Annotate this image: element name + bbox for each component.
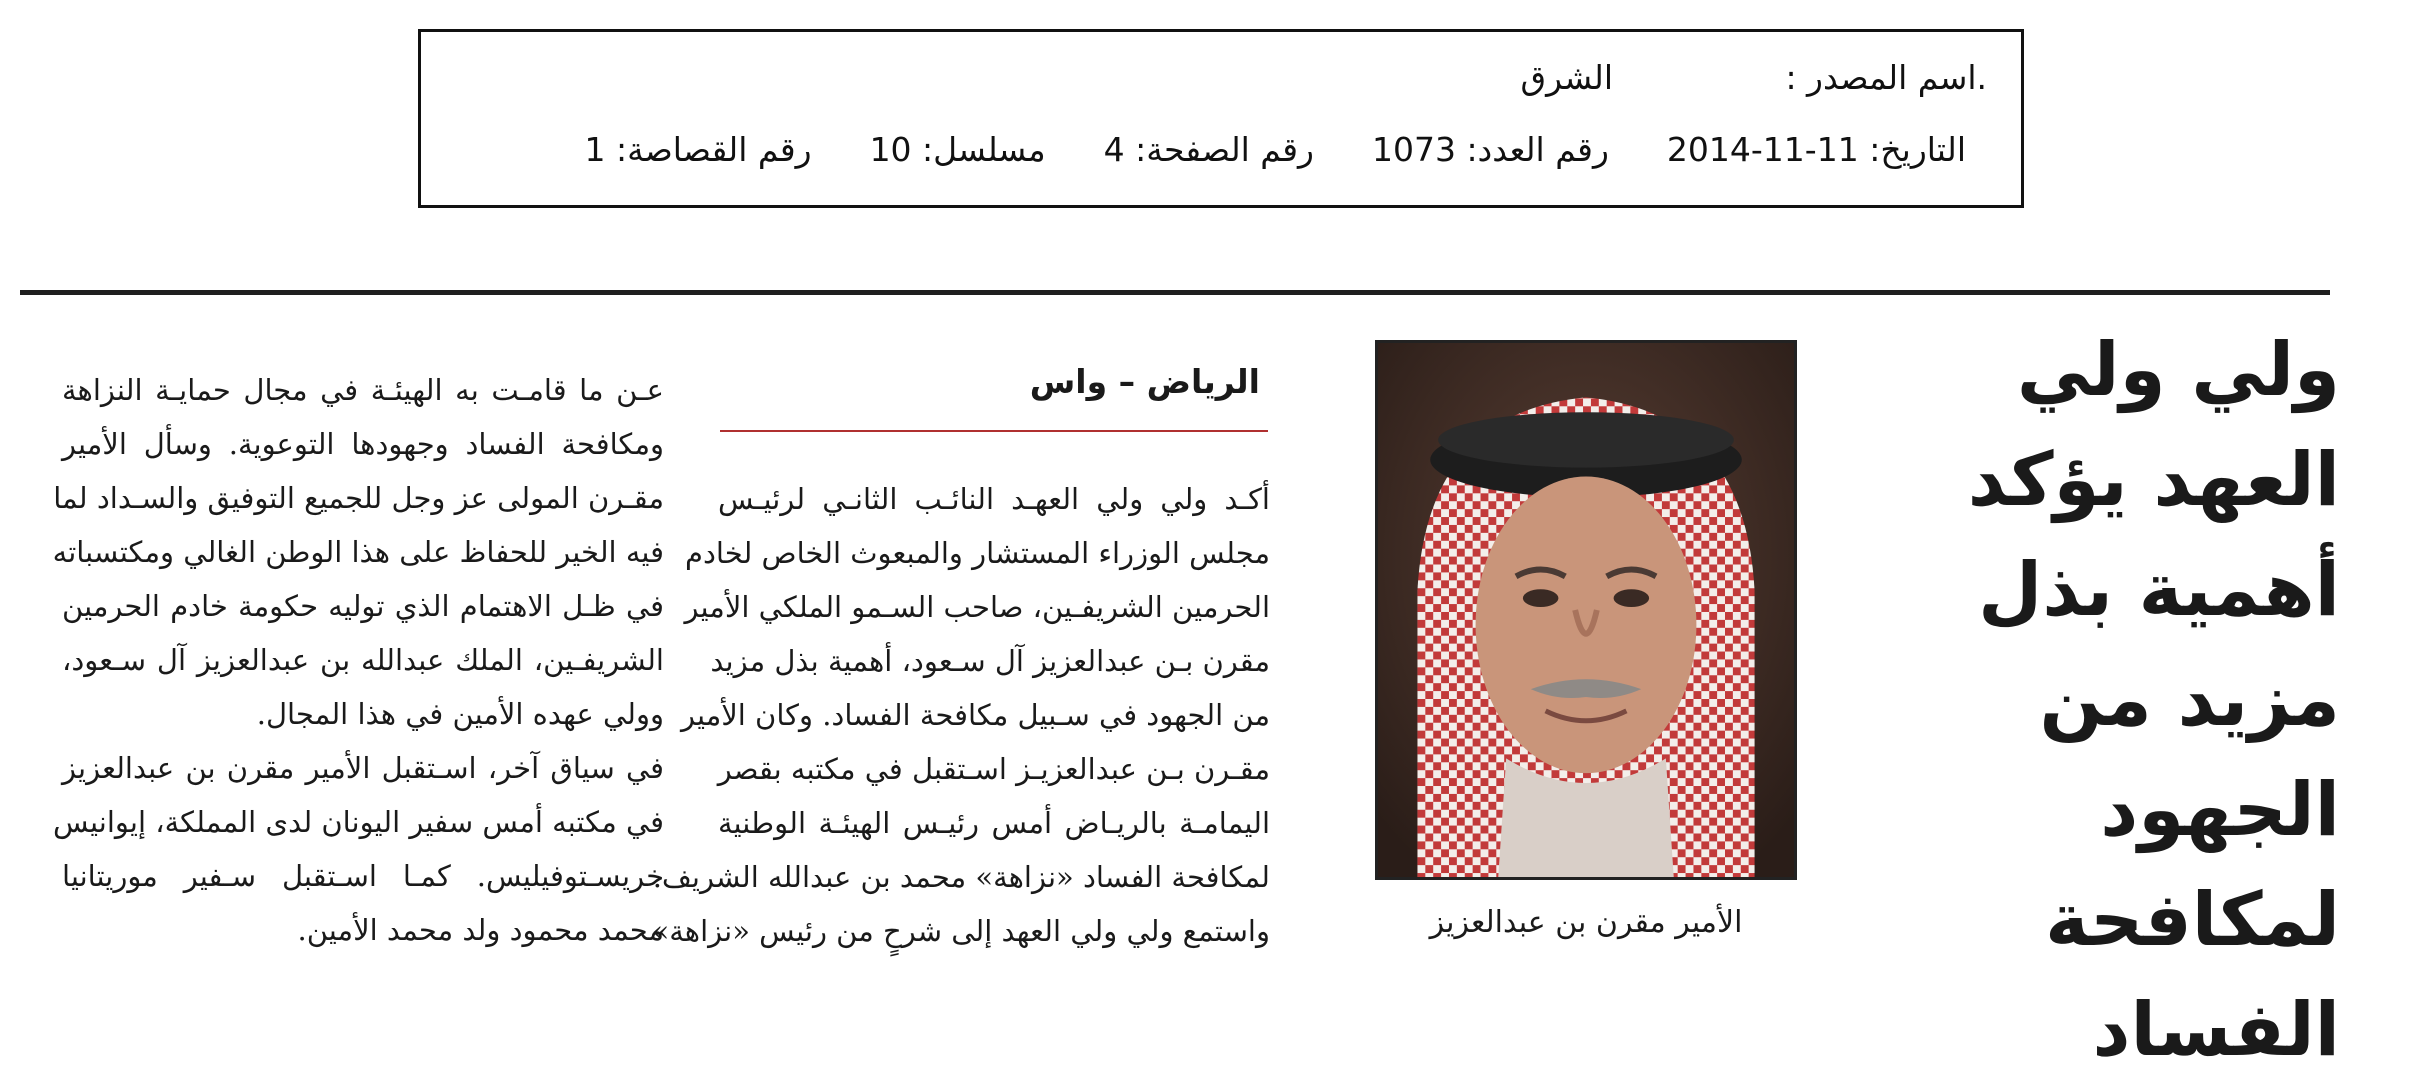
clipping-number: رقم القصاصة: 1 (584, 130, 812, 169)
article-column-right (651, 472, 1270, 958)
text-line: مقـرن بـن عبدالعزيـز اسـتقبل في مكتبه بقصر (717, 752, 1270, 786)
portrait-illustration (1378, 343, 1794, 877)
article-dateline: الرياض – واس (1029, 362, 1260, 401)
source-name: الشرق (1520, 58, 1613, 97)
headline-line: ولي ولي (2016, 327, 2340, 413)
headline-line: الجهود لمكافحة (2045, 767, 2340, 963)
text-line: مجلس الوزراء المستشار والمبعوث الخاص لخادم (685, 536, 1270, 570)
text-line: محمد محمود ولد محمد الأمين. (297, 913, 664, 947)
portrait-photo (1375, 340, 1797, 880)
issue-number: رقم العدد: 1073 (1371, 130, 1609, 169)
text-line: مقرن بـن عبدالعزيز آل سـعود، أهمية بذل مزيد (710, 644, 1270, 678)
headline-line: أهمية بذل (1978, 547, 2340, 633)
issue-details (584, 130, 1966, 169)
dateline-underline (720, 430, 1268, 432)
source-info-box (418, 29, 2024, 208)
text-line: في مكتبه أمس سفير اليونان لدى المملكة، إيوانيس (53, 805, 664, 839)
text-line: ومكافحة الفساد وجهودها التوعوية. وسأل الأمير (62, 427, 664, 461)
text-line: اليمامـة بالريـاض أمس رئيـس الهيئـة الوطنية (718, 806, 1270, 840)
text-line: مقـرن المولى عز وجل للجميع التوفيق والسـداد لما (53, 481, 664, 515)
source-label: .اسم المصدر : (1785, 58, 1987, 97)
page-number: رقم الصفحة: 4 (1103, 130, 1314, 169)
text-line: واستمع ولي ولي العهد إلى شرحٍ من رئيس «نزاهة» (651, 914, 1270, 948)
photo-caption: الأمير مقرن بن عبدالعزيز (1429, 905, 1743, 940)
text-line: من الجهود في سـبيل مكافحة الفساد. وكان الأمير (680, 698, 1270, 732)
text-line: في سياق آخر، اسـتقبل الأمير مقرن بن عبدالعزيز (62, 751, 664, 785)
text-line: الشريفـين، الملك عبدالله بن عبدالعزيز آل سـعود، (62, 643, 664, 677)
text-line: لمكافحة الفساد «نزاهة» محمد بن عبدالله الشريف. (652, 860, 1270, 894)
section-divider (20, 290, 2330, 295)
headline-line: الفساد (2092, 987, 2340, 1073)
serial-number: مسلسل: 10 (869, 130, 1046, 169)
headline-line: العهد يؤكد (1967, 437, 2340, 523)
text-line: أكـد ولي ولي العهـد النائـب الثانـي لرئيـس (718, 482, 1270, 516)
text-line: فيه الخير للحفاظ على هذا الوطن الغالي ومكتسباته (52, 535, 664, 569)
text-line: وولي عهده الأمين في هذا المجال. (256, 697, 664, 731)
article-column-left (52, 363, 664, 957)
text-line: الحرمين الشريفـين، صاحب السـمو الملكي الأمير (684, 590, 1270, 624)
text-line: عـن ما قامـت به الهيئـة في مجال حمايـة النزاهة (62, 373, 664, 407)
text-line: في ظـل الاهتمام الذي توليه حكومة خادم الحرمين (62, 589, 664, 623)
text-line: خريسـتوفيليس. كمـا اسـتقبل سـفير موريتانيا (62, 859, 664, 893)
headline-line: مزيد من (2039, 657, 2340, 743)
issue-date: التاريخ: 11-11-2014 (1666, 130, 1966, 169)
article-headline (1820, 315, 2340, 1085)
